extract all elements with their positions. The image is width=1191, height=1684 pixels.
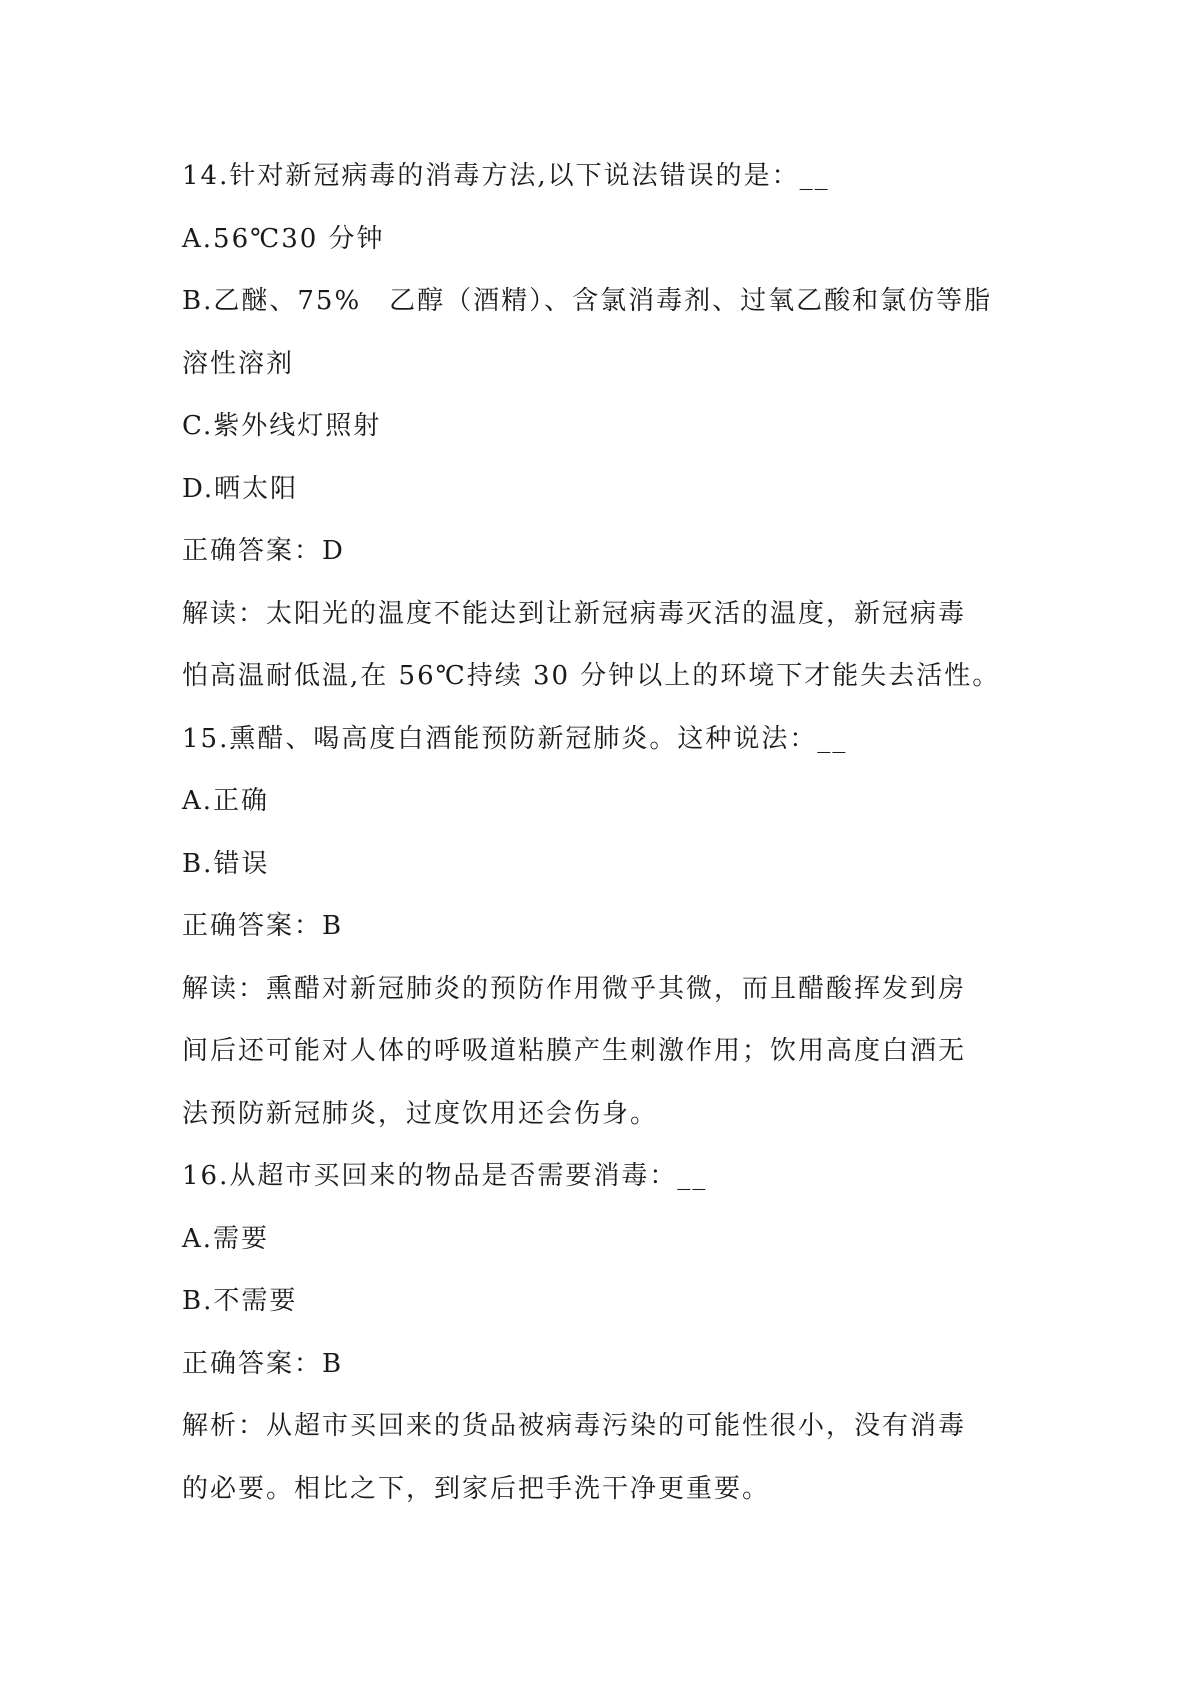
question-text: 14.针对新冠病毒的消毒方法,以下说法错误的是：__ <box>182 161 830 191</box>
explanation-line: 间后还可能对人体的呼吸道粘膜产生刺激作用；饮用高度白酒无 <box>182 1036 967 1066</box>
option-line: B.不需要 <box>182 1286 298 1316</box>
quiz-content <box>182 145 1022 1520</box>
option-line: 溶性溶剂 <box>182 348 295 379</box>
answer-line: 正确答案：B <box>182 911 344 941</box>
option-line: B.乙醚、75% 乙醇（酒精）、含氯消毒剂、过氧乙酸和氯仿等脂 <box>182 286 993 316</box>
option-line: A.需要 <box>182 1223 270 1254</box>
explanation-line: 的必要。相比之下，到家后把手洗干净更重要。 <box>182 1473 771 1504</box>
option-line: A.56℃30 分钟 <box>182 223 385 254</box>
option-line: C.紫外线灯照射 <box>182 411 382 441</box>
explanation-line: 解析：从超市买回来的货品被病毒污染的可能性很小，没有消毒 <box>182 1411 967 1441</box>
question-block <box>182 1145 1022 1520</box>
explanation-line: 法预防新冠肺炎，过度饮用还会伤身。 <box>182 1098 659 1129</box>
option-line: A.正确 <box>182 786 270 816</box>
question-block <box>182 708 1022 1146</box>
answer-line: 正确答案：D <box>182 536 345 566</box>
question-text: 16.从超市买回来的物品是否需要消毒：__ <box>182 1161 708 1191</box>
answer-line: 正确答案：B <box>182 1348 344 1379</box>
explanation-line: 怕高温耐低温,在 56℃持续 30 分钟以上的环境下才能失去活性。 <box>182 661 1001 691</box>
explanation-line: 解读：熏醋对新冠肺炎的预防作用微乎其微，而且醋酸挥发到房 <box>182 973 967 1004</box>
explanation-line: 解读：太阳光的温度不能达到让新冠病毒灭活的温度，新冠病毒 <box>182 598 967 629</box>
option-line: D.晒太阳 <box>182 473 299 504</box>
option-line: B.错误 <box>182 848 270 879</box>
question-text: 15.熏醋、喝高度白酒能预防新冠肺炎。这种说法：__ <box>182 723 848 754</box>
question-block <box>182 145 1022 708</box>
